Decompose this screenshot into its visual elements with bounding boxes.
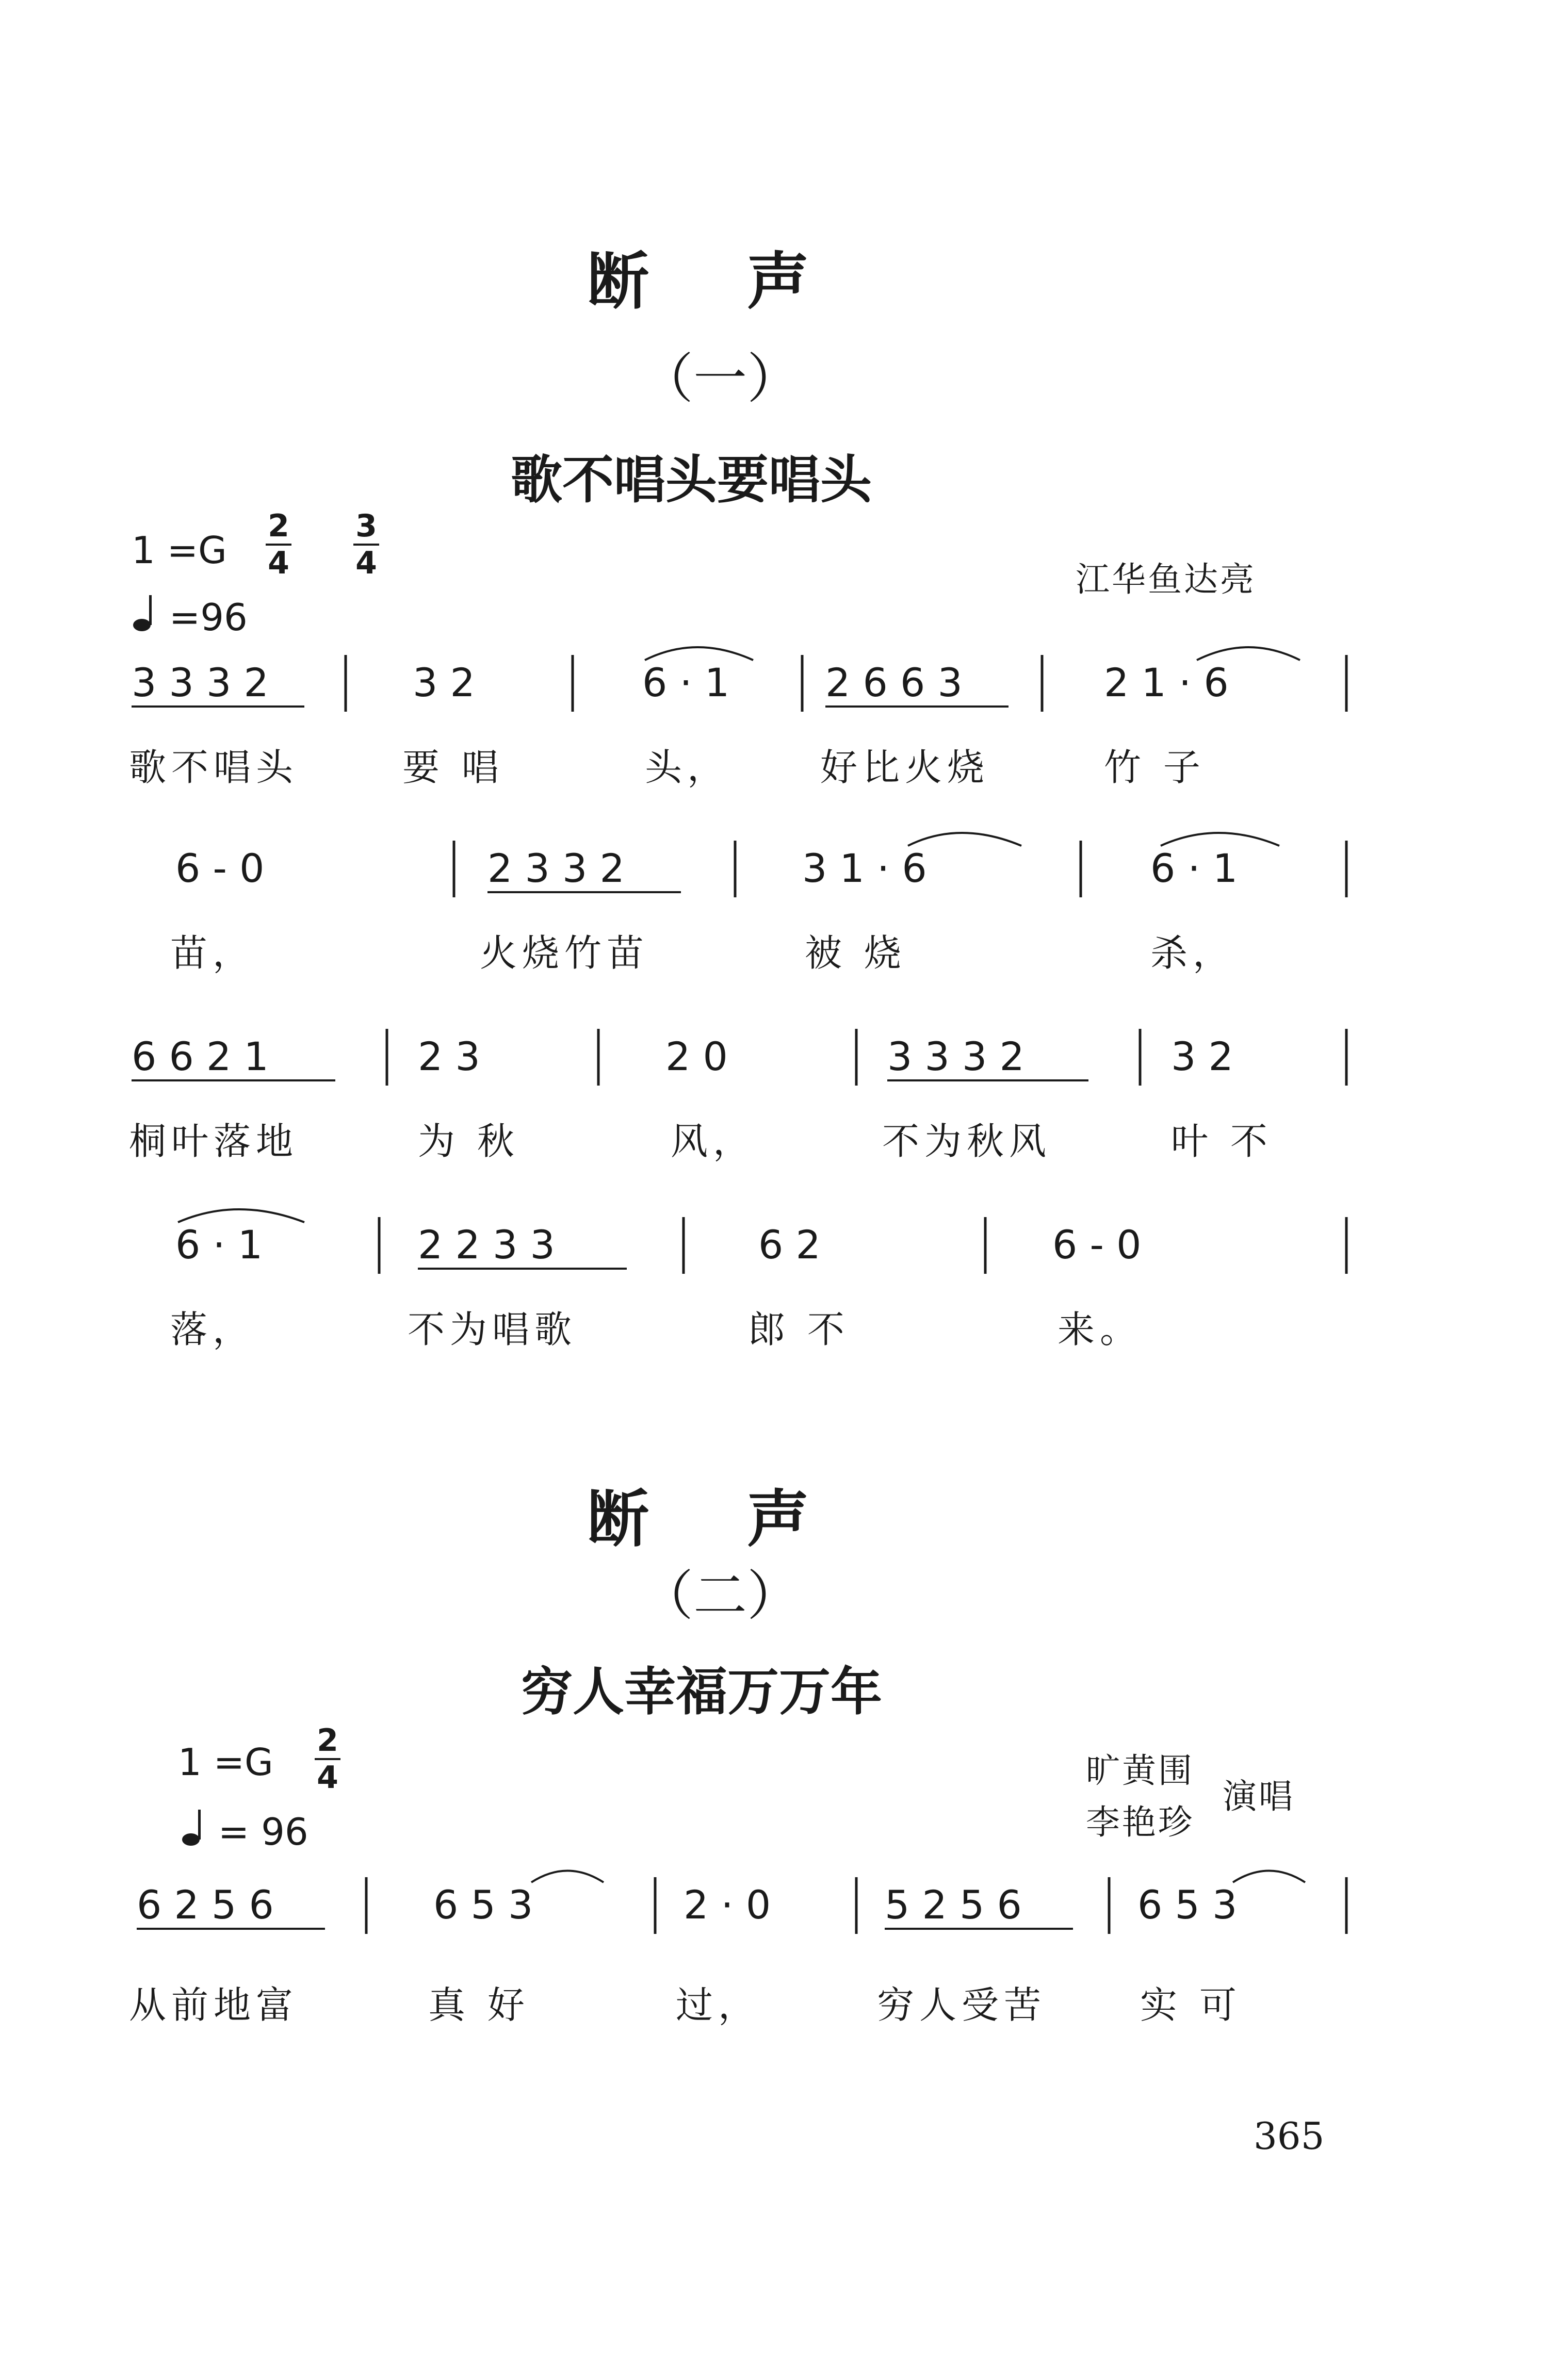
measure-notes: 6 - 0 (1052, 1222, 1142, 1268)
measure-notes: 6 · 1 (1150, 845, 1238, 891)
section1-key: 1 =G (132, 529, 227, 572)
section1-tempo: =96 (132, 593, 248, 639)
section2-singer-2: 李艳珍 (1086, 1802, 1194, 1842)
measure-notes: 6 5 3 (433, 1882, 533, 1928)
lyric: 竹 子 (1104, 746, 1206, 789)
section1-number: （一） (640, 347, 801, 410)
section1-song-title: 歌不唱头要唱头 (511, 450, 872, 510)
section1-meter-2-4 (266, 508, 291, 581)
meter-bottom: 4 (317, 1760, 338, 1796)
measure-notes: 2 0 (665, 1033, 728, 1079)
lyric: 来。 (1058, 1308, 1143, 1351)
measure-notes: 3 2 (1171, 1033, 1233, 1079)
measure-notes: 6 · 1 (175, 1222, 263, 1268)
lyric: 为 秋 (418, 1120, 519, 1163)
lyric: 落， (170, 1308, 255, 1351)
lyric: 苗， (170, 931, 255, 975)
measure-notes: 6 - 0 (175, 845, 265, 891)
section1-line-4 (0, 1202, 1545, 1315)
section2-role: 演唱 (1223, 1777, 1295, 1816)
measure-notes: 3 2 (413, 660, 475, 705)
lyric: 被 烧 (805, 931, 906, 975)
meter-bottom: 4 (355, 545, 377, 581)
measure-notes: 2 3 (418, 1033, 480, 1079)
lyric: 实 可 (1140, 1983, 1242, 2027)
lyric: 火烧竹苗 (480, 931, 649, 975)
lyric: 叶 不 (1171, 1120, 1273, 1163)
meter-top: 2 (317, 1722, 338, 1759)
lyric: 好比火烧 (820, 746, 990, 789)
section2-song-title: 穷人幸福万万年 (521, 1662, 882, 1722)
measure-notes: 5 2 5 6 (885, 1882, 1022, 1928)
section2-singer-1: 旷黄围 (1086, 1751, 1194, 1791)
measure-notes: 2 2 3 3 (418, 1222, 555, 1268)
lyric: 真 好 (428, 1983, 530, 2027)
lyric: 从前地富 (129, 1983, 299, 2027)
measure-notes: 6 · 1 (642, 660, 730, 705)
lyric: 要 唱 (402, 746, 504, 789)
lyric: 桐叶落地 (129, 1120, 299, 1163)
section2-title: 断声 (587, 1483, 907, 1555)
measure-notes: 2 3 3 2 (487, 845, 625, 891)
measure-notes: 2 6 6 3 (825, 660, 963, 705)
section1-line-1 (0, 639, 1545, 753)
section2-line-1 (0, 1862, 1545, 1975)
lyric: 过， (676, 1983, 761, 2027)
page-number: 365 (1254, 2114, 1325, 2158)
section1-line-3 (0, 1013, 1545, 1127)
section2-meter-2-4 (315, 1722, 340, 1796)
quarter-note-icon (181, 1810, 218, 1853)
measure-notes: 6 5 3 (1137, 1882, 1238, 1928)
measure-notes: 6 6 2 1 (132, 1033, 269, 1079)
measure-notes: 3 1 · 6 (802, 845, 927, 891)
lyric: 不为秋风 (882, 1120, 1052, 1163)
measure-notes: 2 1 · 6 (1104, 660, 1229, 705)
lyric: 头， (645, 746, 730, 789)
lyric: 风， (671, 1120, 756, 1163)
meter-bottom: 4 (268, 545, 289, 581)
measure-notes: 3 3 3 2 (887, 1033, 1024, 1079)
lyric: 歌不唱头 (129, 746, 299, 789)
section2-tempo: = 96 (181, 1808, 308, 1853)
lyric: 不为唱歌 (408, 1308, 577, 1351)
section1-title: 断声 (587, 245, 907, 318)
measure-notes: 6 2 (758, 1222, 821, 1268)
lyric: 穷人受苦 (877, 1983, 1047, 2027)
section2-key: 1 =G (178, 1741, 273, 1784)
measure-notes: 2 · 0 (684, 1882, 771, 1928)
lyric: 杀， (1150, 931, 1235, 975)
measure-notes: 3 3 3 2 (132, 660, 269, 705)
meter-top: 3 (355, 508, 377, 544)
section2-number: （二） (640, 1564, 801, 1627)
section1-meter-3-4 (353, 508, 379, 581)
quarter-note-icon (132, 596, 169, 639)
meter-top: 2 (268, 508, 289, 544)
section1-line-2 (0, 825, 1545, 939)
measure-notes: 6 2 5 6 (137, 1882, 274, 1928)
section1-credit: 江华鱼达亮 (1076, 560, 1256, 599)
lyric: 郎 不 (748, 1308, 850, 1351)
